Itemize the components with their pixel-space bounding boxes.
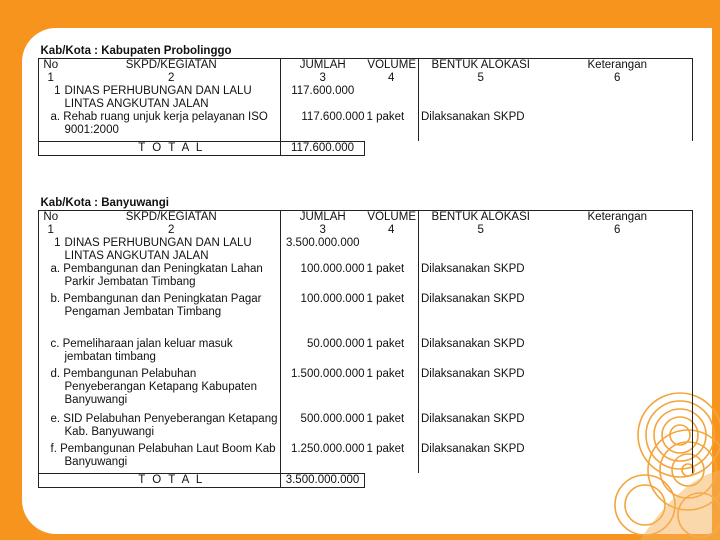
item-jumlah: 100.000.000 [300,293,365,305]
header-kegiatan: SKPD/KEGIATAN [63,211,281,225]
item-alokasi: Dilaksanakan SKPD [421,338,525,350]
colnum-4: 4 [365,72,419,85]
header-keterangan: Keterangan [543,59,693,73]
table-probolinggo [38,45,693,156]
item-alokasi: Dilaksanakan SKPD [421,413,525,425]
header-alokasi: BENTUK ALOKASI [419,211,543,225]
item-volume: 1 paket [365,413,419,443]
table-row [39,293,693,338]
header-no: No [39,211,63,225]
item-label: f. Pembangunan Pelabuhan Laut Boom Kab Banyuwangi [63,443,281,473]
colnum-3: 3 [319,224,326,236]
item-volume: 1 paket [365,368,419,413]
program-row [39,85,693,111]
item-alokasi: Dilaksanakan SKPD [421,293,525,305]
total-label: T O T A L [63,473,281,487]
header-row [39,59,693,73]
item-jumlah: 500.000.000 [300,413,365,425]
item-alokasi: Dilaksanakan SKPD [421,263,525,275]
table-banyuwangi [38,197,693,488]
item-label: e. SID Pelabuhan Penyeberangan Ketapang Kab. Banyuwangi [63,413,281,443]
program-no: 1 [39,237,63,263]
item-label: b. Pembangunan dan Peningkatan Pagar Pengaman Jembatan Timbang [63,293,281,338]
colnum-5: 5 [477,224,484,236]
item-alokasi: Dilaksanakan SKPD [421,443,525,455]
header-no: No [39,59,63,73]
total-row [39,473,693,487]
program-no: 1 [39,85,63,111]
total-value: 117.600.000 [281,141,365,155]
header-kegiatan: SKPD/KEGIATAN [63,59,281,73]
item-alokasi: Dilaksanakan SKPD [421,368,525,380]
table-row [39,368,693,413]
colnum-3: 3 [319,72,326,84]
item-label: d. Pembangunan Pelabuhan Penyeberangan Ketapang Kabupaten Banyuwangi [63,368,281,413]
colnum-2: 2 [63,224,281,237]
header-keterangan: Keterangan [543,211,693,225]
table-row [39,443,693,473]
header-row [39,211,693,225]
item-volume: 1 paket [365,293,419,338]
total-label: T O T A L [63,141,281,155]
item-label: a. Rehab ruang unjuk kerja pelayanan ISO 9001:2000 [63,111,281,141]
item-volume: 1 paket [365,111,419,141]
total-row [39,141,693,155]
region-label: Kab/Kota : Banyuwangi [40,197,169,209]
column-number-row [39,224,693,237]
colnum-4: 4 [365,224,419,237]
item-alokasi: Dilaksanakan SKPD [421,111,525,123]
table-row [39,338,693,368]
colnum-1: 1 [39,72,63,85]
program-name: DINAS PERHUBUNGAN DAN LALU LINTAS ANGKUTAN JALAN [63,237,281,263]
item-jumlah: 100.000.000 [300,263,365,275]
header-volume: VOLUME [365,211,419,225]
program-row [39,237,693,263]
program-jumlah: 3.500.000.000 [285,237,360,249]
colnum-6: 6 [543,72,693,85]
region-label: Kab/Kota : Kabupaten Probolinggo [40,45,232,57]
header-jumlah: JUMLAH [281,59,365,73]
item-volume: 1 paket [365,443,419,473]
item-label: c. Pemeliharaan jalan keluar masuk jembatan timbang [63,338,281,368]
header-jumlah: JUMLAH [281,211,365,225]
header-alokasi: BENTUK ALOKASI [419,59,543,73]
item-label: a. Pembangunan dan Peningkatan Lahan Parkir Jembatan Timbang [63,263,281,293]
item-jumlah: 50.000.000 [306,338,365,350]
total-value: 3.500.000.000 [281,473,365,487]
program-jumlah: 117.600.000 [291,85,355,97]
item-jumlah: 117.600.000 [301,111,365,123]
column-number-row [39,72,693,85]
table-row [39,263,693,293]
item-volume: 1 paket [365,338,419,368]
item-jumlah: 1.250.000.000 [290,443,365,455]
colnum-5: 5 [477,72,484,84]
colnum-6: 6 [543,224,693,237]
colnum-1: 1 [39,224,63,237]
program-name: DINAS PERHUBUNGAN DAN LALU LINTAS ANGKUTAN JALAN [63,85,281,111]
table-row [39,413,693,443]
colnum-2: 2 [63,72,281,85]
item-jumlah: 1.500.000.000 [290,368,365,380]
table-row [39,111,693,141]
item-volume: 1 paket [365,263,419,293]
header-volume: VOLUME [365,59,419,73]
